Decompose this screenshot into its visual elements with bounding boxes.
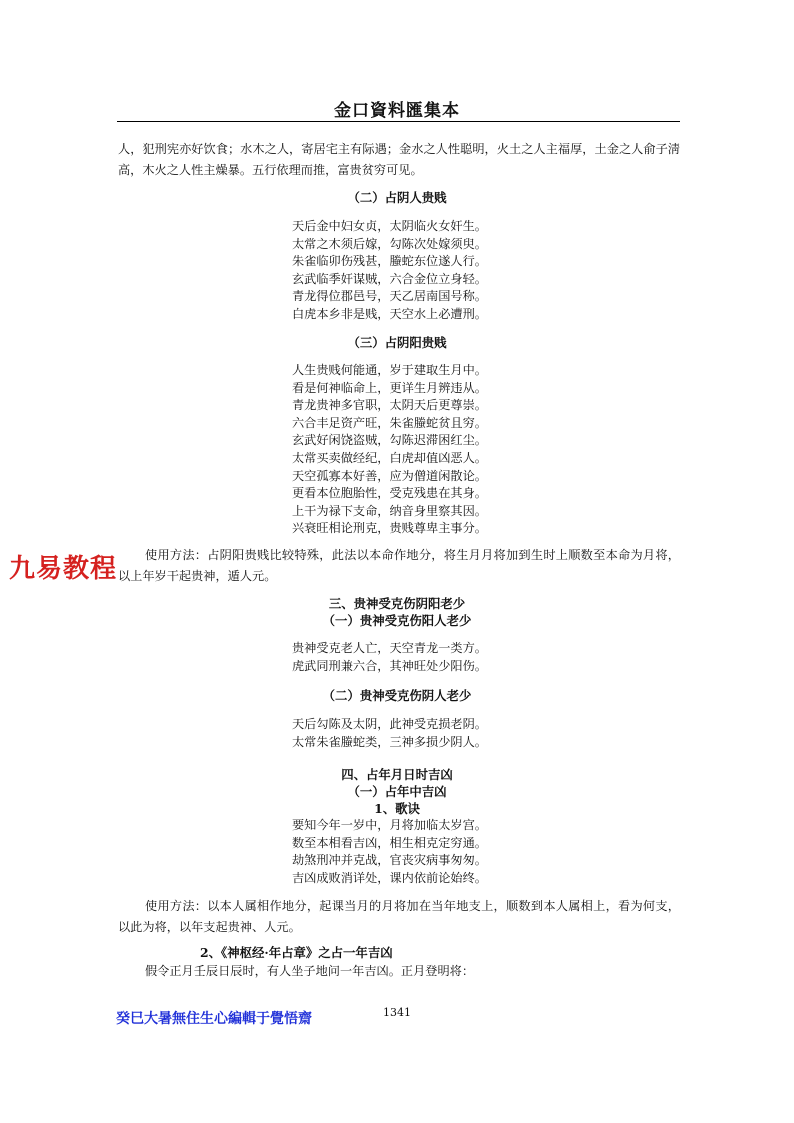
verse-line: 劫煞刑冲并克战，官丧灾病事匆匆。 [292, 853, 487, 868]
page-number: 1341 [383, 1006, 411, 1019]
verse-line: 青龙贵神多官职，太阴天后更尊崇。 [292, 398, 487, 413]
verse-line: 天后勾陈及太阴，此神受克损老阴。 [292, 717, 487, 731]
verse-line: 太常买卖做经纪，白虎却值凶恶人。 [292, 450, 487, 465]
subsection-heading-yang-elders: （一）贵神受克伤阳人老少 [322, 613, 472, 628]
verse-line: 天后金中妇女贞，太阴临火女奸生。 [292, 219, 487, 233]
verse-line: 贵神受克老人亡，天空青龙一类方。 [292, 641, 487, 655]
verse-yinyang [292, 362, 487, 538]
verse-line: 兴衰旺相论刑克，贵贱尊卑主事分。 [292, 521, 487, 536]
verse-line: 太常之木须后嫁，勾陈次处嫁须臾。 [292, 236, 487, 251]
song-heading: 1、歌诀 [374, 801, 420, 816]
verse-line: 白虎本乡非是贱，天空水上必遭刑。 [292, 306, 487, 321]
shenshu-heading: 2、《神枢经·年占章》之占一年吉凶 [200, 945, 393, 960]
verse-line: 玄武临季奸谋贼，六合金位立身轻。 [292, 271, 487, 286]
subsection-heading-year: （一）占年中吉凶 [347, 784, 447, 799]
section-heading-three: 三、贵神受克伤阴阳老少 [328, 596, 466, 611]
verse-line: 六合丰足资产旺，朱雀螣蛇贫且穷。 [292, 415, 487, 430]
verse-line: 太常朱雀螣蛇类，三神多损少阴人。 [292, 734, 487, 749]
subsection-heading-yin-elders: （二）贵神受克伤阴人老少 [322, 688, 472, 703]
verse-yang-elders [292, 640, 487, 675]
verse-line: 数至本相看吉凶，相生相克定穷通。 [292, 835, 487, 850]
verse-yin-elders [292, 716, 487, 751]
footer-editor-note: 癸巳大暑無住生心編輯于覺悟齋 [116, 1011, 312, 1027]
verse-line: 虎武同刑兼六合，其神旺处少阳伤。 [292, 658, 487, 673]
verse-line: 玄武好闲饶盗贼，勾陈迟滞困红尘。 [292, 433, 487, 448]
section-heading-yinyang: （三）占阴阳贵贱 [347, 335, 447, 350]
verse-line: 天空孤寡本好善，应为僧道闲散论。 [292, 468, 487, 483]
section-heading-four: 四、占年月日时吉凶 [341, 767, 453, 782]
verse-year [292, 817, 487, 887]
title-rule [117, 121, 680, 122]
verse-line: 朱雀临卯伤残甚，螣蛇东位遂人行。 [292, 254, 487, 269]
verse-line: 更看本位胞胎性，受克残患在其身。 [292, 486, 487, 501]
verse-line: 上干为禄下支命，纳音身里察其因。 [292, 503, 487, 518]
page-title: 金口資料匯集本 [334, 101, 460, 121]
verse-line: 吉凶成败消详处，课内依前论始终。 [292, 870, 487, 885]
verse-line: 青龙得位郡邑号，天乙居南国号称。 [292, 289, 487, 304]
intro-paragraph: 人，犯刑宪亦好饮食；水木之人，寄居宅主有际遇；金水之人性聪明，火土之人主福厚，土金之人俞子淸高，木火之人性主燥暴。五行依理而推，富贵贫穷可见。 [118, 142, 680, 177]
verse-line: 看是何神临命上，更详生月辨违从。 [292, 380, 487, 395]
section-heading-yin: （二）占阴人贵贱 [347, 190, 447, 205]
verse-line: 要知今年一岁中，月将加临太岁宫。 [292, 818, 487, 832]
watermark-logo: 九易教程 [9, 554, 118, 584]
verse-line: 人生贵贱何能通，岁于建取生月中。 [292, 363, 487, 377]
verse-yin [292, 218, 487, 324]
usage-paragraph-year: 使用方法：以本人属相作地分，起课当月的月将加在当年地支上，顺数到本人属相上，看为何支，以此为将，以年支起贵神、人元。 [118, 899, 680, 934]
usage-paragraph-yinyang: 使用方法：占阴阳贵贱比较特殊，此法以本命作地分，将生月月将加到生时上顺数至本命为月将，以上年岁干起贵神，遁人元。 [118, 548, 680, 583]
shenshu-paragraph: 假令正月壬辰日辰时，有人坐子地问一年吉凶。正月登明将： [145, 964, 475, 978]
